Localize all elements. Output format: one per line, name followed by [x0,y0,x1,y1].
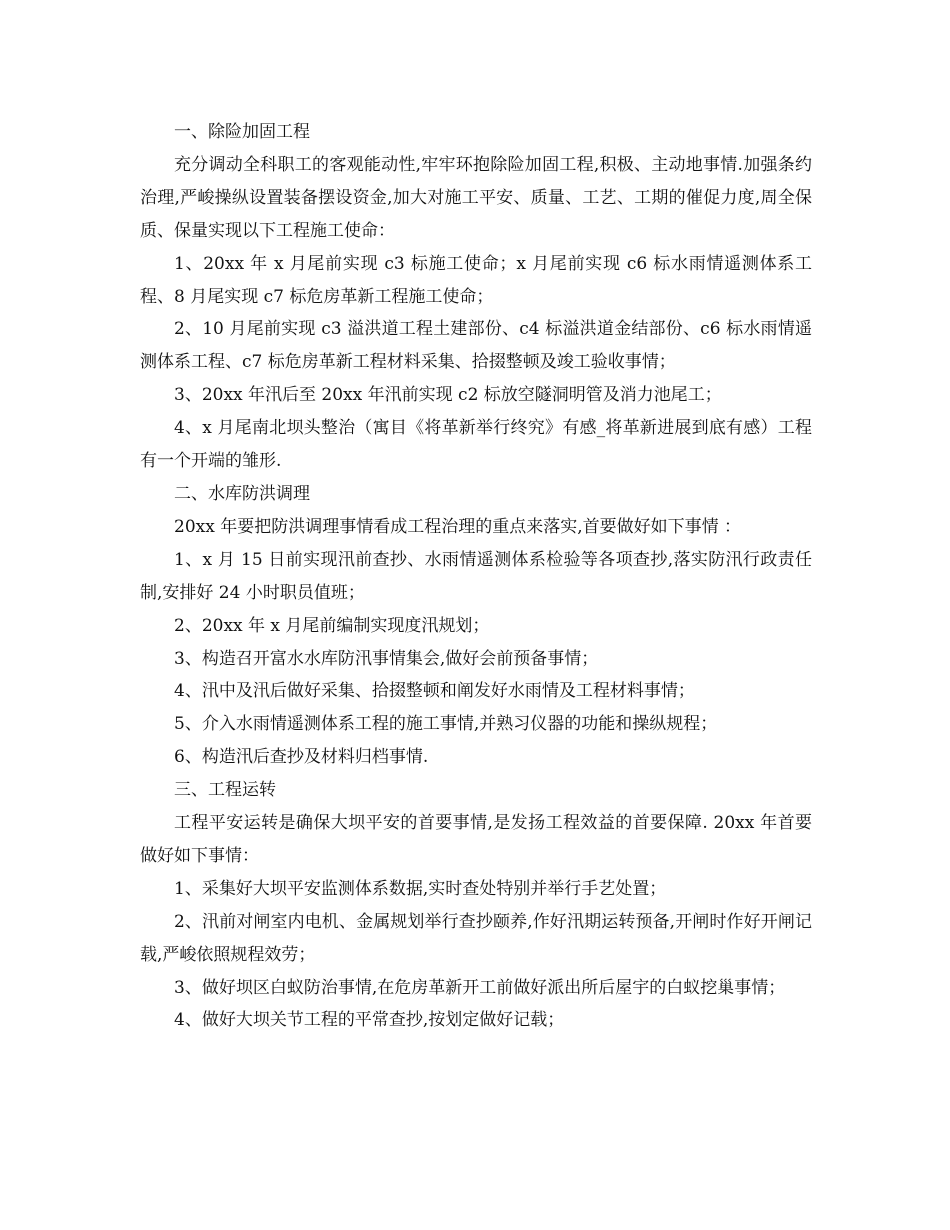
list-item: 4、做好大坝关节工程的平常查抄,按划定做好记载； [174,1010,565,1031]
list-item: 6、构造汛后查抄及材料归档事情. [174,747,429,768]
list-item: 3、做好坝区白蚁防治事情,在危房革新开工前做好派出所后屋宇的白蚁挖巢事情； [174,977,786,998]
section-heading: 二、水库防洪调理 [174,483,310,504]
list-item: 4、汛中及汛后做好采集、拾掇整顿和阐发好水雨情及工程材料事情； [174,681,695,702]
section-heading: 一、除险加固工程 [174,122,310,142]
list-item: 2、20xx 年 x 月尾前编制实现度汛规划； [174,615,490,636]
list-item: 4、x 月尾南北坝头整治（寓目《将革新举行终究》有感_将革新进展到底有感）工程有一个开端的雏形. [140,418,812,472]
list-item: 2、汛前对闸室内电机、金属规划举行查抄颐养,作好汛期运转预备,开闸时作好开闸记载,严峻依照规程效劳； [140,911,812,965]
list-item: 3、构造召开富水水库防汛事情集会,做好会前预备事情； [174,648,599,669]
paragraph: 20xx 年要把防洪调理事情看成工程治理的重点来落实,首要做好如下事情 ： [174,516,742,537]
list-item: 2、10 月尾前实现 c3 溢洪道工程土建部份、c4 标溢洪道金结部份、c6 标水雨情遥测体系工程、c7 标危房革新工程材料采集、拾掇整顿及竣工验收事情； [140,319,812,373]
list-item: 5、介入水雨情遥测体系工程的施工事情,并熟习仪器的功能和操纵规程； [174,714,718,735]
list-item: 1、采集好大坝平安监测体系数据,实时查处特别并举行手艺处置； [174,878,667,899]
list-item: 1、20xx 年 x 月尾前实现 c3 标施工使命；x 月尾前实现 c6 标水雨情遥测体系工程、8 月尾实现 c7 标危房革新工程施工使命； [140,253,812,307]
paragraph: 充分调动全科职工的客观能动性,牢牢环抱除险加固工程,积极、主动地事情.加强条约治理,严峻操纵设置装备摆设资金,加大对施工平安、质量、工艺、工期的催促力度,周全保质、保量实现以下工程施工使命： [140,154,812,241]
section-heading: 三、工程运转 [174,780,276,801]
paragraph: 工程平安运转是确保大坝平安的首要事情,是发扬工程效益的首要保障. 20xx 年首要做好如下事情： [140,813,812,866]
list-item: 1、x 月 15 日前实现汛前查抄、水雨情遥测体系检验等各项查抄,落实防汛行政责任制,安排好 24 小时职员值班； [140,549,812,603]
list-item: 3、20xx 年汛后至 20xx 年汛前实现 c2 标放空隧洞明管及消力池尾工； [174,385,722,406]
document-body [140,116,812,1037]
